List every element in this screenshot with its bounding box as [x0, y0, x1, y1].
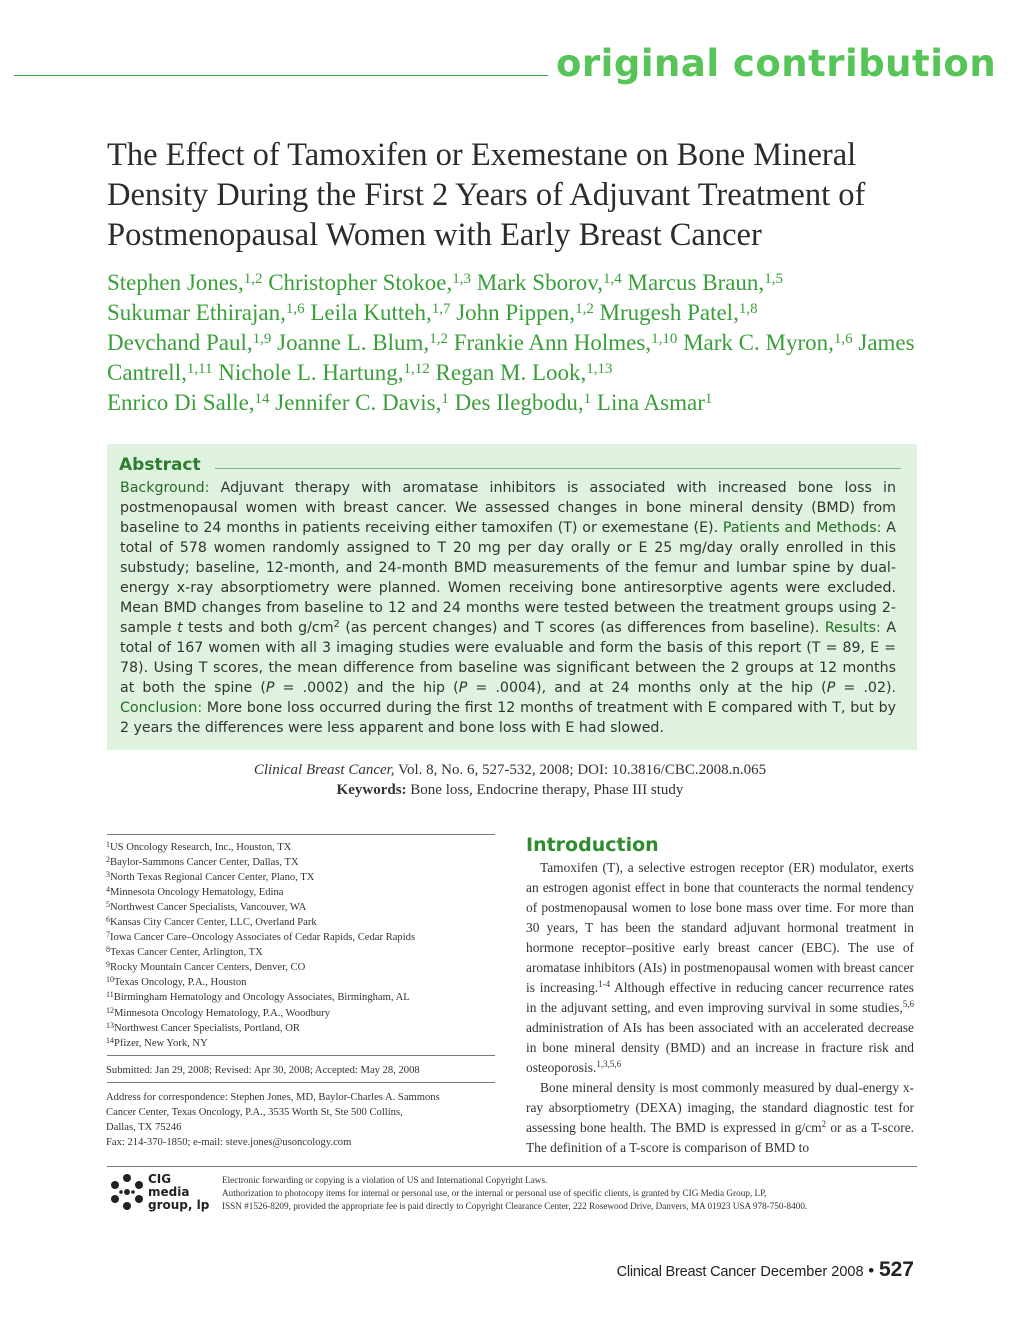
affiliation-item: $^{11}$Birmingham Hematology and Oncology Associates, Birmingham, AL: [106, 990, 410, 1004]
abstract-heading: Abstract: [119, 455, 201, 475]
author: Devchand Paul,$^{1,9}$: [107, 330, 272, 355]
keywords-line: Keywords: Bone loss, Endocrine therapy, Phase III study: [336, 782, 684, 798]
footer-date: December 2008: [760, 1264, 864, 1280]
author: Sukumar Ethirajan,$^{1,6}$: [107, 300, 305, 325]
affiliation-item: $^7$Iowa Cancer Care–Oncology Associates of Cedar Rapids, Cedar Rapids: [106, 930, 416, 944]
logo-wordmark: CIG media group, lp: [148, 1172, 210, 1212]
section-tag: original contribution: [556, 42, 997, 85]
affiliations-bottom-rule: [107, 1055, 495, 1056]
author: Mark Sborov,$^{1,4}$: [476, 270, 622, 295]
page-number: 527: [878, 1258, 914, 1281]
author: Enrico Di Salle,$^{14}$: [107, 390, 270, 415]
intro-paragraph: Bone mineral density is most commonly measured by dual-energy x-ray absorptiometry (DEXA) imaging, the standard diagnostic test for assessing bone health. The BMD is expressed in $g/cm^2$ or as a T-score. The definition of a T-score is comparison of BMD to: [526, 1080, 914, 1155]
author: Nichole L. Hartung,$^{1,12}$: [218, 360, 430, 385]
author: Marcus Braun,$^{1,5}$: [627, 270, 783, 295]
article-title: The Effect of Tamoxifen or Exemestane on Bone Mineral Density During the First 2 Years of Adjuvant Treatment of Postmenopausal Women with Early Breast Cancer: [107, 137, 866, 253]
footer-journal: Clinical Breast Cancer: [616, 1264, 756, 1280]
affiliation-item: $^9$Rocky Mountain Cancer Centers, Denver, CO: [106, 960, 306, 974]
affiliations-list: [106, 840, 501, 1051]
footer-bullet: •: [868, 1261, 875, 1280]
submission-dates: Submitted: Jan 29, 2008; Revised: Apr 30, 2008; Accepted: May 28, 2008: [106, 1065, 420, 1076]
abstract-rule: [215, 468, 901, 469]
affiliation-item: $^1$US Oncology Research, Inc., Houston, TX: [106, 840, 292, 853]
cig-logo-icon: [110, 1172, 144, 1212]
author: Regan M. Look,$^{1,13}$: [435, 360, 613, 385]
dates-rule: [107, 1082, 495, 1083]
abstract-label-background: Background:: [120, 480, 210, 496]
affiliation-item: $^{14}$Pfizer, New York, NY: [106, 1035, 208, 1049]
abstract-label-methods: Patients and Methods:: [722, 520, 882, 536]
affiliation-item: $^2$Baylor-Sammons Cancer Center, Dallas, TX: [106, 855, 299, 869]
author: Des Ilegbodu,$^1$: [454, 390, 592, 415]
page-footer: [617, 1258, 914, 1282]
affiliation-item: $^{10}$Texas Oncology, P.A., Houston: [106, 975, 247, 989]
affiliation-item: $^6$Kansas City Cancer Center, LLC, Overland Park: [106, 915, 317, 929]
abstract-box: [107, 444, 917, 750]
cig-media-logo: [110, 1172, 210, 1216]
author: John Pippen,$^{1,2}$: [456, 300, 594, 325]
footer-rule: [107, 1166, 917, 1167]
affiliation-item: $^8$Texas Cancer Center, Arlington, TX: [106, 945, 263, 959]
affiliation-item: $^5$Northwest Cancer Specialists, Vancouver, WA: [106, 900, 307, 914]
author-list: [107, 268, 927, 418]
affiliation-item: $^{12}$Minnesota Oncology Hematology, P.A., Woodbury: [106, 1005, 331, 1019]
abstract-label-conclusion: Conclusion:: [120, 700, 203, 716]
affiliations-top-rule: [107, 834, 495, 835]
author: Mark C. Myron,$^{1,6}$: [683, 330, 853, 355]
author: Lina Asmar$^1$: [596, 390, 713, 415]
author: Leila Kutteh,$^{1,7}$: [310, 300, 451, 325]
author: Christopher Stokoe,$^{1,3}$: [268, 270, 471, 295]
author: Frankie Ann Holmes,$^{1,10}$: [453, 330, 678, 355]
affiliation-item: $^{13}$Northwest Cancer Specialists, Portland, OR: [106, 1020, 300, 1034]
header-rule: [14, 75, 548, 76]
author: Mrugesh Patel,$^{1,8}$: [599, 300, 758, 325]
affiliation-item: $^3$North Texas Regional Cancer Center, Plano, TX: [106, 870, 315, 884]
intro-paragraph: Tamoxifen (T), a selective estrogen receptor (ER) modulator, exerts an estrogen agonist effect in bone that counteracts the normal tendency of postmenopausal women to lose bone mass over time. For more than 30 years, T has been the standard adjuvant hormonal treatment in hormone receptor–positive early breast cancer (EBC). The use of aromatase inhibitors (AIs) in postmenopausal women with breast cancer is increasing.$^{1-4}$ Although effective in reducing cancer recurrence rates in the adjuvant setting, and even improving survival in some studies,$^{5,6}$ administration of AIs has been associated with an accelerated decrease in bone mineral density (BMD) and an increase in fracture risk and osteoporosis.$^{1,3,5,6}$: [526, 860, 914, 1075]
affiliation-item: $^4$Minnesota Oncology Hematology, Edina: [106, 885, 284, 899]
abstract-label-results: Results:: [824, 620, 881, 636]
copyright-notice: Electronic forwarding or copying is a violation of US and International Copyright Laws. Authorization to photocopy items for internal or personal use, or the internal or personal use of specific clients, is granted by CIG Media Group, LP, ISSN #1526-8209, provided the appropriate fee is paid directly to Copyright Clearance Center, 222 Rosewood Drive, Danvers, MA 01923 USA 978-750-8400.: [222, 1175, 808, 1211]
author: Jennifer C. Davis,$^1$: [275, 390, 449, 415]
correspondence-address: Address for correspondence: Stephen Jones, MD, Baylor-Charles A. Sammons Cancer Center, Texas Oncology, P.A., 3535 Worth St, Ste 500 Collins, Dallas, TX 75246 Fax: 214-370-1850; e-mail: steve.jones@usoncology.com: [106, 1092, 440, 1148]
author: Joanne L. Blum,$^{1,2}$: [277, 330, 448, 355]
abstract-body: Background: Adjuvant therapy with aromatase inhibitors is associated with increased bone loss in postmenopausal women with breast cancer. We assessed changes in bone mineral density (BMD) from baseline to 24 months in patients receiving either tamoxifen (T) or exemestane (E). Patients and Methods: A total of 578 women randomly assigned to T 20 mg per day orally or E 25 mg/day orally enrolled in this substudy; baseline, 12-month, and 24-month BMD measurements of the femur and lumbar spine by dual-energy x-ray absorptiometry were planned. Women receiving bone antiresorptive agents were excluded. Mean BMD changes from baseline to 12 and 24 months were tested between the treatment groups using 2-sample t tests and both $g/cm^2$ (as percent changes) and T scores (as differences from baseline). Results: A total of 167 women with all 3 imaging studies were evaluable and form the basis of this report (T = 89, E = 78). Using T scores, the mean difference from baseline was significant between the 2 groups at 12 months at both the spine (P = .0002) and the hip (P = .0004), and at 24 months only at the hip (P = .02). Conclusion: More bone loss occurred during the first 12 months of treatment with E compared with T, but by 2 years the differences were less apparent and bone loss with E had slowed.: [120, 480, 897, 736]
author: Stephen Jones,$^{1,2}$: [107, 270, 263, 295]
citation-line: Clinical Breast Cancer, Vol. 8, No. 6, 527-532, 2008; DOI: 10.3816/CBC.2008.n.065: [253, 762, 767, 778]
introduction-body: [526, 858, 914, 1158]
author: James Cantrell,$^{1,11}$: [107, 330, 915, 385]
introduction-heading: Introduction: [526, 834, 659, 856]
